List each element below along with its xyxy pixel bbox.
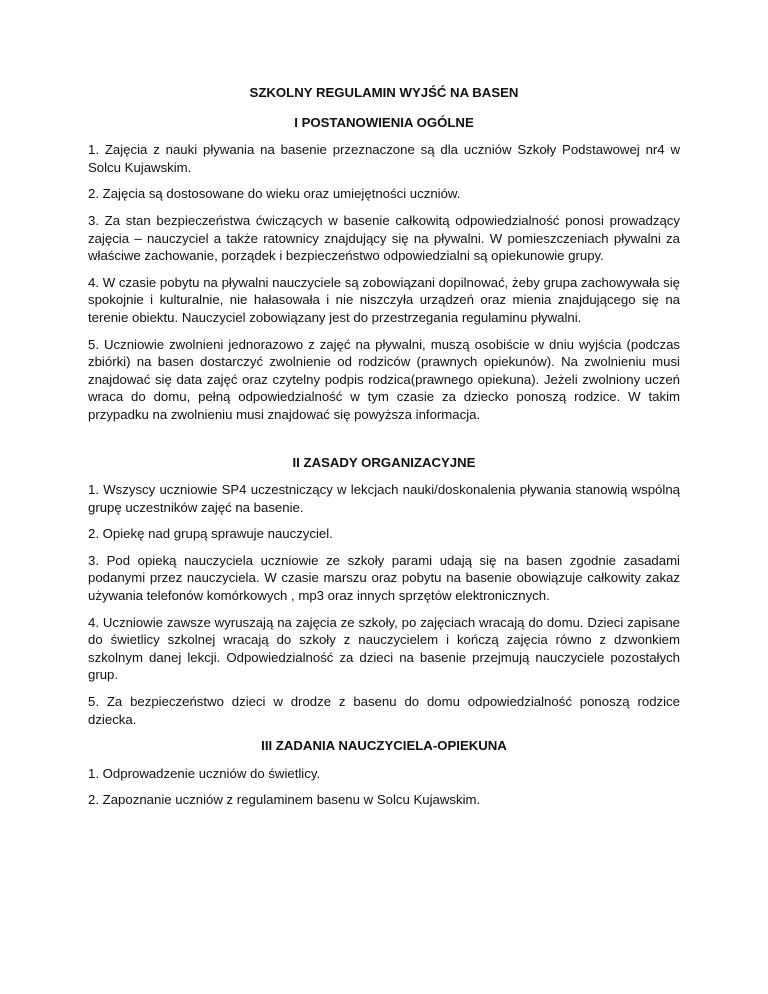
section-spacer [88, 424, 680, 454]
section-2-heading: II ZASADY ORGANIZACYJNE [292, 454, 476, 470]
section-1-item-3: 3. Za stan bezpieczeństwa ćwiczących w basenie całkowitą odpowiedzialność ponosi prowadzący zajęcia – nauczyciel a także ratownicy znajdujący się na pływalni. W pomieszczeniach pływalni za właściwe zachowanie, porządek i bezpieczeństwo odpowiedzialni są opiekunowie grupy. [88, 212, 680, 264]
section-1-item-5: 5. Uczniowie zwolnieni jednorazowo z zajęć na pływalni, muszą osobiście w dniu wyjścia (podczas zbiórki) na basen dostarczyć zwolnienie od rodziców (prawnych opiekunów). Na zwolnieniu musi znajdować się data zajęć oraz czytelny podpis rodzica(prawnego opiekuna). Jeżeli zwolniony uczeń wraca do domu, pełną odpowiedzialność w tym czasie za dziecko ponoszą rodzice. W takim przypadku na zwolnieniu musi znajdować się powyższa informacja. [88, 336, 680, 422]
section-1-heading: I POSTANOWIENIA OGÓLNE [294, 114, 474, 130]
section-3-item-2: 2. Zapoznanie uczniów z regulaminem basenu w Solcu Kujawskim. [88, 792, 481, 808]
document-page [88, 84, 680, 809]
section-3-heading: III ZADANIA NAUCZYCIELA-OPIEKUNA [261, 738, 507, 754]
section-2-item-4: 4. Uczniowie zawsze wyruszają na zajęcia ze szkoły, po zajęciach wracają do domu. Dzieci zapisane do świetlicy szkolnej wracają do szkoły z nauczycielem i kończą zajęcia równo z dzwonkiem szkolnym danej lekcji. Odpowiedzialność za dzieci na basenie przejmują nauczyciele pozostałych grup. [88, 614, 680, 683]
document-title: SZKOLNY REGULAMIN WYJŚĆ NA BASEN [249, 85, 519, 100]
section-2-item-5: 5. Za bezpieczeństwo dzieci w drodze z basenu do domu odpowiedzialność ponoszą rodzice dziecka. [88, 694, 680, 727]
section-1-item-4: 4. W czasie pobytu na pływalni nauczyciele są zobowiązani dopilnować, żeby grupa zachowywała się spokojnie i kulturalnie, nie hałasowała i nie niszczyła urządzeń oraz mienia znajdującego się na terenie obiektu. Nauczyciel zobowiązany jest do przestrzegania regulaminu pływalni. [88, 274, 680, 325]
section-3-item-1: 1. Odprowadzenie uczniów do świetlicy. [88, 765, 321, 781]
section-2-item-2: 2. Opiekę nad grupą sprawuje nauczyciel. [88, 526, 333, 542]
section-1-item-1: 1. Zajęcia z nauki pływania na basenie przeznaczone są dla uczniów Szkoły Podstawowej nr4 w Solcu Kujawskim. [88, 142, 680, 175]
section-2-item-1: 1. Wszyscy uczniowie SP4 uczestniczący w lekcjach nauki/doskonalenia pływania stanowią wspólną grupę uczestników zajęć na basenie. [88, 482, 680, 515]
section-2-item-3: 3. Pod opieką nauczyciela uczniowie ze szkoły parami udają się na basen zgodnie zasadami podanymi przez nauczyciela. W czasie marszu oraz pobytu na basenie obowiązuje całkowity zakaz używania telefonów komórkowych , mp3 oraz innych sprzętów elektronicznych. [88, 552, 680, 604]
section-1-item-2: 2. Zajęcia są dostosowane do wieku oraz umiejętności uczniów. [88, 186, 461, 202]
